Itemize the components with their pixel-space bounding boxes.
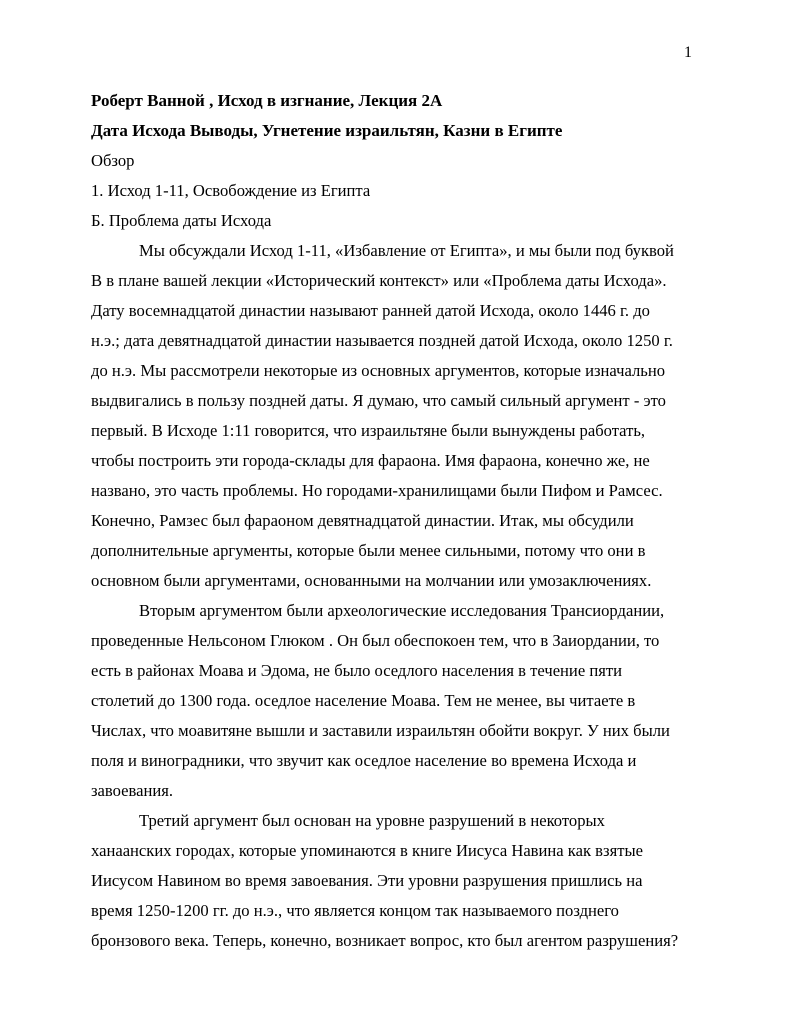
- paragraph-line: поля и виноградники, что звучит как оседлое население во времена Исхода и: [91, 751, 637, 770]
- paragraph-line: выдвигались в пользу поздней даты. Я думаю, что самый сильный аргумент - это: [91, 391, 666, 410]
- paragraph-line: Иисусом Навином во время завоевания. Эти уровни разрушения пришлись на: [91, 871, 643, 890]
- paragraph-line: чтобы построить эти города-склады для фараона. Имя фараона, конечно же, не: [91, 451, 650, 470]
- paragraph-line: н.э.; дата девятнадцатой династии называется поздней датой Исхода, около 1250 г.: [91, 331, 673, 350]
- paragraph-line: есть в районах Моава и Эдома, не было оседлого населения в течение пяти: [91, 661, 622, 680]
- paragraph-line: названо, это часть проблемы. Но городами-хранилищами были Пифом и Рамсес.: [91, 481, 663, 500]
- paragraph-line: завоевания.: [91, 781, 174, 800]
- section-1-heading: 1. Исход 1-11, Освобождение из Египта: [91, 181, 371, 200]
- lecture-title: Роберт Ванной , Исход в изгнание, Лекция 2А: [91, 91, 443, 110]
- page-number: 1: [684, 44, 692, 61]
- paragraph-line: Дату восемнадцатой династии называют ранней датой Исхода, около 1446 г. до: [91, 301, 650, 320]
- paragraph-3: [91, 806, 711, 956]
- paragraph-line: Числах, что моавитяне вышли и заставили израильтян обойти вокруг. У них были: [91, 721, 670, 740]
- paragraph-line: Вторым аргументом были археологические исследования Трансиордании,: [139, 601, 665, 620]
- section-b-heading: Б. Проблема даты Исхода: [91, 211, 272, 230]
- overview-heading: Обзор: [91, 151, 135, 170]
- paragraph-line: Третий аргумент был основан на уровне разрушений в некоторых: [139, 811, 605, 830]
- paragraph-line: В в плане вашей лекции «Исторический контекст» или «Проблема даты Исхода».: [91, 271, 667, 290]
- paragraph-2: [91, 596, 711, 806]
- document-body: [91, 86, 711, 956]
- paragraph-line: ханаанских городах, которые упоминаются в книге Иисуса Навина как взятые: [91, 841, 643, 860]
- paragraph-line: до н.э. Мы рассмотрели некоторые из основных аргументов, которые изначально: [91, 361, 665, 380]
- paragraph-line: Конечно, Рамзес был фараоном девятнадцатой династии. Итак, мы обсудили: [91, 511, 634, 530]
- paragraph-line: первый. В Исходе 1:11 говорится, что израильтяне были вынуждены работать,: [91, 421, 646, 440]
- paragraph-line: основном были аргументами, основанными на молчании или умозаключениях.: [91, 571, 652, 590]
- lecture-subtitle: Дата Исхода Выводы, Угнетение израильтян, Казни в Египте: [91, 121, 563, 140]
- paragraph-line: дополнительные аргументы, которые были менее сильными, потому что они в: [91, 541, 646, 560]
- paragraph-line: время 1250-1200 гг. до н.э., что является концом так называемого позднего: [91, 901, 619, 920]
- paragraph-line: проведенные Нельсоном Глюком . Он был обеспокоен тем, что в Заиордании, то: [91, 631, 660, 650]
- paragraph-line: столетий до 1300 года. оседлое население Моава. Тем не менее, вы читаете в: [91, 691, 636, 710]
- paragraph-line: бронзового века. Теперь, конечно, возникает вопрос, кто был агентом разрушения?: [91, 931, 679, 950]
- paragraph-1: [91, 236, 711, 596]
- paragraph-line: Мы обсуждали Исход 1-11, «Избавление от Египта», и мы были под буквой: [139, 241, 674, 260]
